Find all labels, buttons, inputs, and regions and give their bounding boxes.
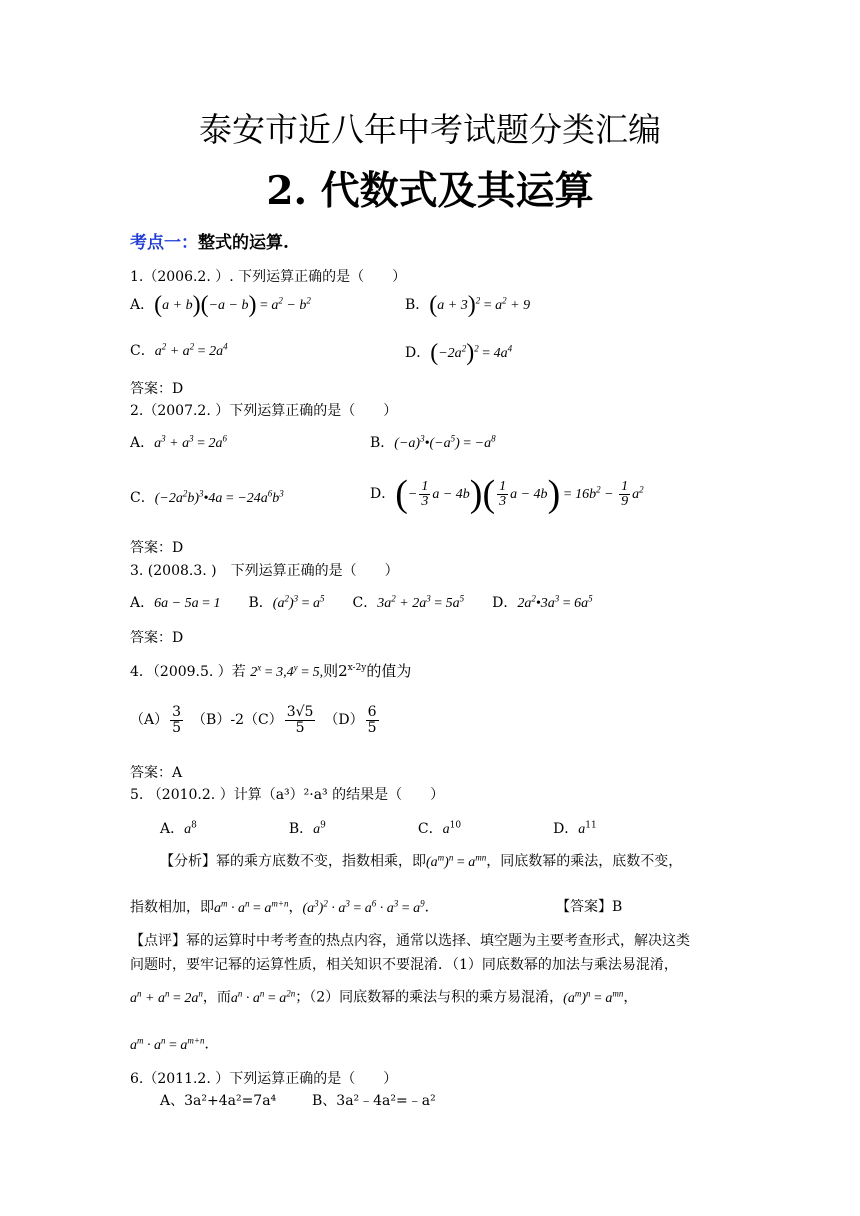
question-2-option-d: D．(− $\frac{1}{3}$ a − 4b)( $\frac{1}{3}$ $a - 4b) = 16b^2$ − $\frac{1}{9}$ $a^2$: [370, 473, 644, 515]
question-3-stem: 3. (2008.3. ) 下列运算正确的是（ ）: [130, 563, 399, 579]
review-line-2: 问题时，要牢记幂的运算性质，相关知识不要混淆．（1）同底数幂的加法与乘法易混淆，: [130, 957, 678, 973]
question-1-stem: 1.（2006.2. ）. 下列运算正确的是（ ）: [130, 269, 407, 285]
question-2-option-a: A．$a^3 + a^3 = 2a^6$: [130, 433, 227, 451]
question-1-option-b: B．$(a + 3)^2 = a^2 + 9$: [405, 292, 531, 318]
question-4-stem: 4．（2009.5. ）若 $2^x = 3,4^y = 5$,则$2^{x-2y}$的值为: [130, 662, 412, 680]
question-4-answer: 答案：A: [130, 765, 183, 781]
review-label: 【点评】: [130, 933, 186, 949]
question-4-stem-prefix: 4．（2009.5. ）若: [130, 664, 246, 680]
review-line-3: $a^n + a^n = 2a^n$，而$a^n \cdot a^n = a^{2n}$；（2）同底数幂的乘法与积的乘方易混淆，$(a^m)^n = a^{mn}$，: [130, 988, 638, 1006]
review-text-1: 幂的运算时中考考查的热点内容，通常以选择、填空题为主要考查形式，解决这类: [186, 933, 690, 949]
question-1-answer: 答案：D: [130, 381, 184, 397]
question-2-stem: 2.（2007.2. ）下列运算正确的是（ ）: [130, 403, 398, 419]
document-title: 泰安市近八年中考试题分类汇编: [199, 110, 661, 149]
analysis-text-1b: ，同底数幂的乘法，底数不变，: [486, 853, 683, 870]
review-line-4: $a^m \cdot a^n = a^{m+n}$．: [130, 1035, 219, 1053]
analysis-line-2: 指数相加，即$a^m \cdot a^n = a^{m+n}$，$(a^3)^2 \cdot a^3 = a^6 \cdot a^3 = a^9$．: [130, 898, 439, 916]
chapter-title: 2. 代数式及其运算: [266, 168, 594, 214]
section-heading: [130, 228, 289, 253]
question-4-options: （A） $\frac{3}{5}$ （B）-2（C） $\frac{3√5}{5}$ （D） $\frac{6}{5}$: [130, 704, 377, 736]
section-text: 整式的运算.: [198, 233, 289, 253]
question-2-answer: 答案：D: [130, 540, 184, 556]
review-text-3b: ；（2）同底数幂的乘法与积的乘方易混淆，: [295, 989, 564, 1006]
question-1-option-a: A．$(a + b)(-a - b) = a^2 - b^2$: [130, 292, 311, 318]
section-label: 考点一：: [130, 233, 198, 253]
analysis-line-1: 【分析】幂的乘方底数不变，指数相乘，即$(a^m)^n = a^{mn}$，同底数幂的乘法，底数不变，: [160, 852, 683, 870]
analysis-text-1: 幂的乘方底数不变，指数相乘，即: [216, 853, 426, 870]
question-1-option-c: C．$a^2 + a^2 = 2a^4$: [130, 341, 228, 359]
analysis-label: 【分析】: [160, 853, 216, 870]
review-text-3a: ，而: [202, 989, 231, 1006]
question-2-option-b: B．$(-a)^3•(-a^5) = -a^8$: [370, 433, 496, 451]
analysis-answer: 【答案】B: [556, 899, 623, 915]
review-line-1: [130, 930, 690, 952]
question-3-options: A．6a − 5a = 1 B．$(a^2)^3 = a^5$ C．$3a^2 + 2a^3 = 5a^5$ D．$2a^2•3a^3 = 6a^5$: [130, 593, 593, 611]
question-6-option-a: A、3a²+4a²=7a⁴: [160, 1093, 277, 1109]
question-6-option-b: B、3a²﹣4a²=﹣a²: [312, 1093, 436, 1109]
question-3-answer: 答案：D: [130, 630, 184, 646]
question-1-option-d: D．$(-2a^2)^2 = 4a^4$: [405, 340, 513, 366]
question-6-stem: 6.（2011.2. ）下列运算正确的是（ ）: [130, 1071, 398, 1087]
question-5-stem: 5. （2010.2. ）计算（a³）²·a³ 的结果是（ ）: [130, 787, 445, 803]
question-2-option-c: C．$(-2a^2b)^3•4a = -24a^6b^3$: [130, 488, 284, 506]
question-4-stem-suffix: 的值为: [366, 662, 412, 680]
question-5-options: A．$a^8$ B．$a^9$ C．$a^{10}$ D．$a^{11}$: [160, 820, 597, 837]
analysis-text-2: 指数相加，即: [130, 899, 214, 916]
